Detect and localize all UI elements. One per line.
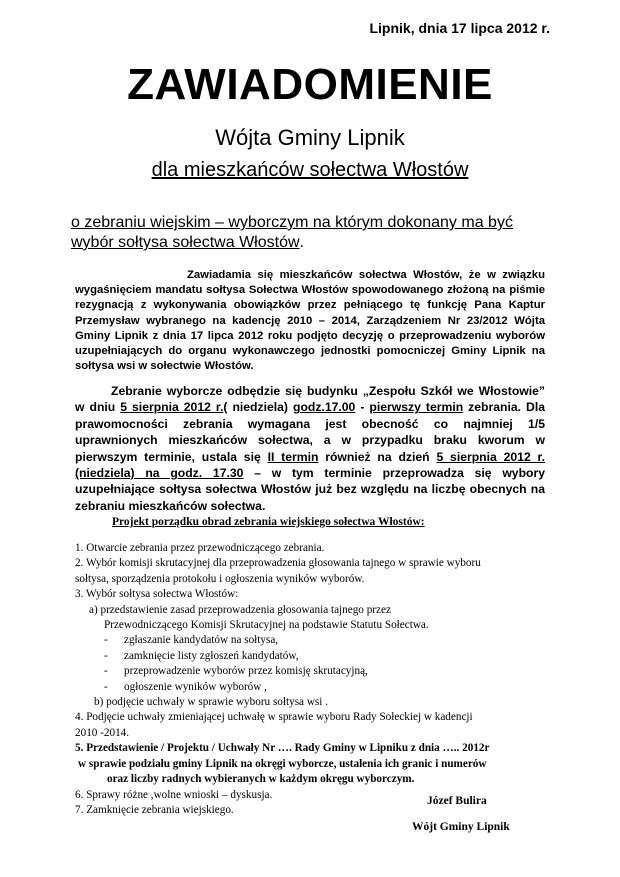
signatory-role: Wójt Gminy Lipnik [412,821,510,833]
agenda-item [75,726,555,741]
details-part-6: – w tym terminie przeprowadza się wybory uzupełniające sołtysa sołectwa Włostów już bez względu na liczbę obecnych na zebraniu mieszkańców sołectwa. [75,466,545,513]
details-part-5: również na dzień [318,449,437,464]
agenda-item-text: 2010 -2014. [75,726,130,739]
document-date: Lipnik, dnia 17 lipca 2012 r. [369,20,550,36]
agenda-item-text: a) przedstawienie zasad przeprowadzenia głosowania tajnego przez [89,603,391,616]
document-title: ZAWIADOMIENIE [127,60,493,109]
announcement-text: Zawiadamia się mieszkańców sołectwa Włostów, że w związku wygaśnięciem mandatu sołtysa Sołectwa Włostów spowodowanego złożoną na piśmie rezygnacją z wykonywania obowiązków przez pełniącego tę funkcję Pana Kaptur Przemysław wybranego na kadencję 2010 – 2014, Zarządzeniem Nr 23/2012 Wójta Gminy Lipnik z dnia 17 lipca 2012 roku podjęto decyzję o przeprowadzeniu wyborów uzupełniających do organu wykonawczego jednostki pomocniczej Gminy Lipnik na sołtysa wsi w sołectwie Włostów. [75,269,545,373]
topic-line-2-end: . [299,234,304,251]
agenda-item [75,757,555,772]
signatory-name: Józef Bulira [427,795,487,807]
agenda-item-text: ogłoszenie wyników wyborów , [124,680,267,693]
agenda-item [75,649,555,664]
agenda-item-text: Przewodniczącego Komisji Skrutacyjnej na podstawie Statutu Sołectwa. [104,619,429,632]
agenda-item [75,664,555,679]
agenda-item [75,680,555,695]
agenda-item-text: zgłaszanie kandydatów na sołtysa, [124,634,279,647]
agenda-item-text: 1. Otwarcie zebrania przez przewodniczącego zebrania. [75,542,325,554]
first-term: pierwszy termin [369,400,464,415]
details-part-3: - [355,400,370,415]
agenda-item-text: 4. Podjęcie uchwały zmieniającej uchwałę w sprawie wyboru Rady Sołeckiej w kadencji [75,711,473,724]
agenda-item-text: 3. Wybór sołtysa sołectwa Włostów: [75,588,239,601]
agenda-item-text: b) podjęcie uchwały w sprawie wyboru sołtysa wsi . [94,696,328,709]
first-time: godz.17.00 [293,400,356,415]
topic-line-1: o zebraniu wiejskim – wyborczym na którym dokonany ma być [71,214,513,231]
agenda-item [75,633,555,648]
second-term: II termin [267,449,319,464]
agenda-item [75,710,555,725]
bullet-dash: - [104,665,108,678]
agenda-item-text: 2. Wybór komisji skrutacyjnej dla przeprowadzenia głosowania tajnego w sprawie wyboru [75,557,481,570]
audience-subtitle: dla mieszkańców sołectwa Włostów [151,159,469,181]
announcement-paragraph [75,268,545,374]
details-part-1: Zebranie wyborcze odbędzie się budynku „Zespołu Szkół we Włostowie” w dniu [75,384,545,415]
bullet-dash: - [104,649,108,662]
agenda-item [75,695,555,710]
agenda-item-text: przeprowadzenie wyborów przez komisję skrutacyjną, [124,665,368,678]
meeting-details-paragraph [75,383,545,514]
topic-line-2: wybór sołtysa sołectwa Włostów [71,234,300,251]
agenda-item-text: 6. Sprawy różne ,wolne wnioski – dyskusja. [75,788,273,801]
details-part-4: zebrania. Dla prawomocności zebrania wymagana jest obecność co najmniej 1/5 uprawnionych mieszkańców sołectwa, a w przypadku braku kworum w pierwszym terminie, ustala się [75,400,545,464]
agenda-item-text: 7. Zamknięcie zebrania wiejskiego. [75,803,234,816]
agenda-item [75,772,555,787]
agenda-item [75,541,555,556]
agenda-item [75,603,555,618]
details-part-2: ( niedziela) [223,400,293,415]
meeting-topic [71,213,551,253]
agenda-item [75,572,555,587]
issuer-subtitle: Wójta Gminy Lipnik [215,125,405,150]
agenda-item-text: oraz liczby radnych wybieranych w każdym okręgu wyborczym. [107,773,415,786]
first-date: 5 sierpnia 2012 r. [120,400,224,415]
bullet-dash: - [104,634,108,647]
agenda-item [75,618,555,633]
agenda-item [75,587,555,602]
agenda-item [75,556,555,571]
agenda-item-text: w sprawie podziału gminy Lipnik na okręgi wyborcze, ustalenia ich granic i numerów [78,757,487,770]
second-date: 5 sierpnia 2012 r. (niedziela) na godz. 17.30 [75,449,546,481]
agenda-item-text: 5. Przedstawienie / Projektu / Uchwały Nr …. Rady Gminy w Lipniku z dnia ….. 2012r [75,742,490,755]
bullet-dash: - [104,680,108,693]
agenda-list [75,541,555,818]
agenda-item [75,741,555,756]
agenda-item-text: zamknięcie listy zgłoszeń kandydatów, [124,649,299,662]
agenda-item-text: sołtysa, sporządzenia protokołu i ogłoszenia wyników wyborów. [75,572,365,585]
agenda-title: Projekt porządku obrad zebrania wiejskiego sołectwa Włostów: [112,516,425,528]
